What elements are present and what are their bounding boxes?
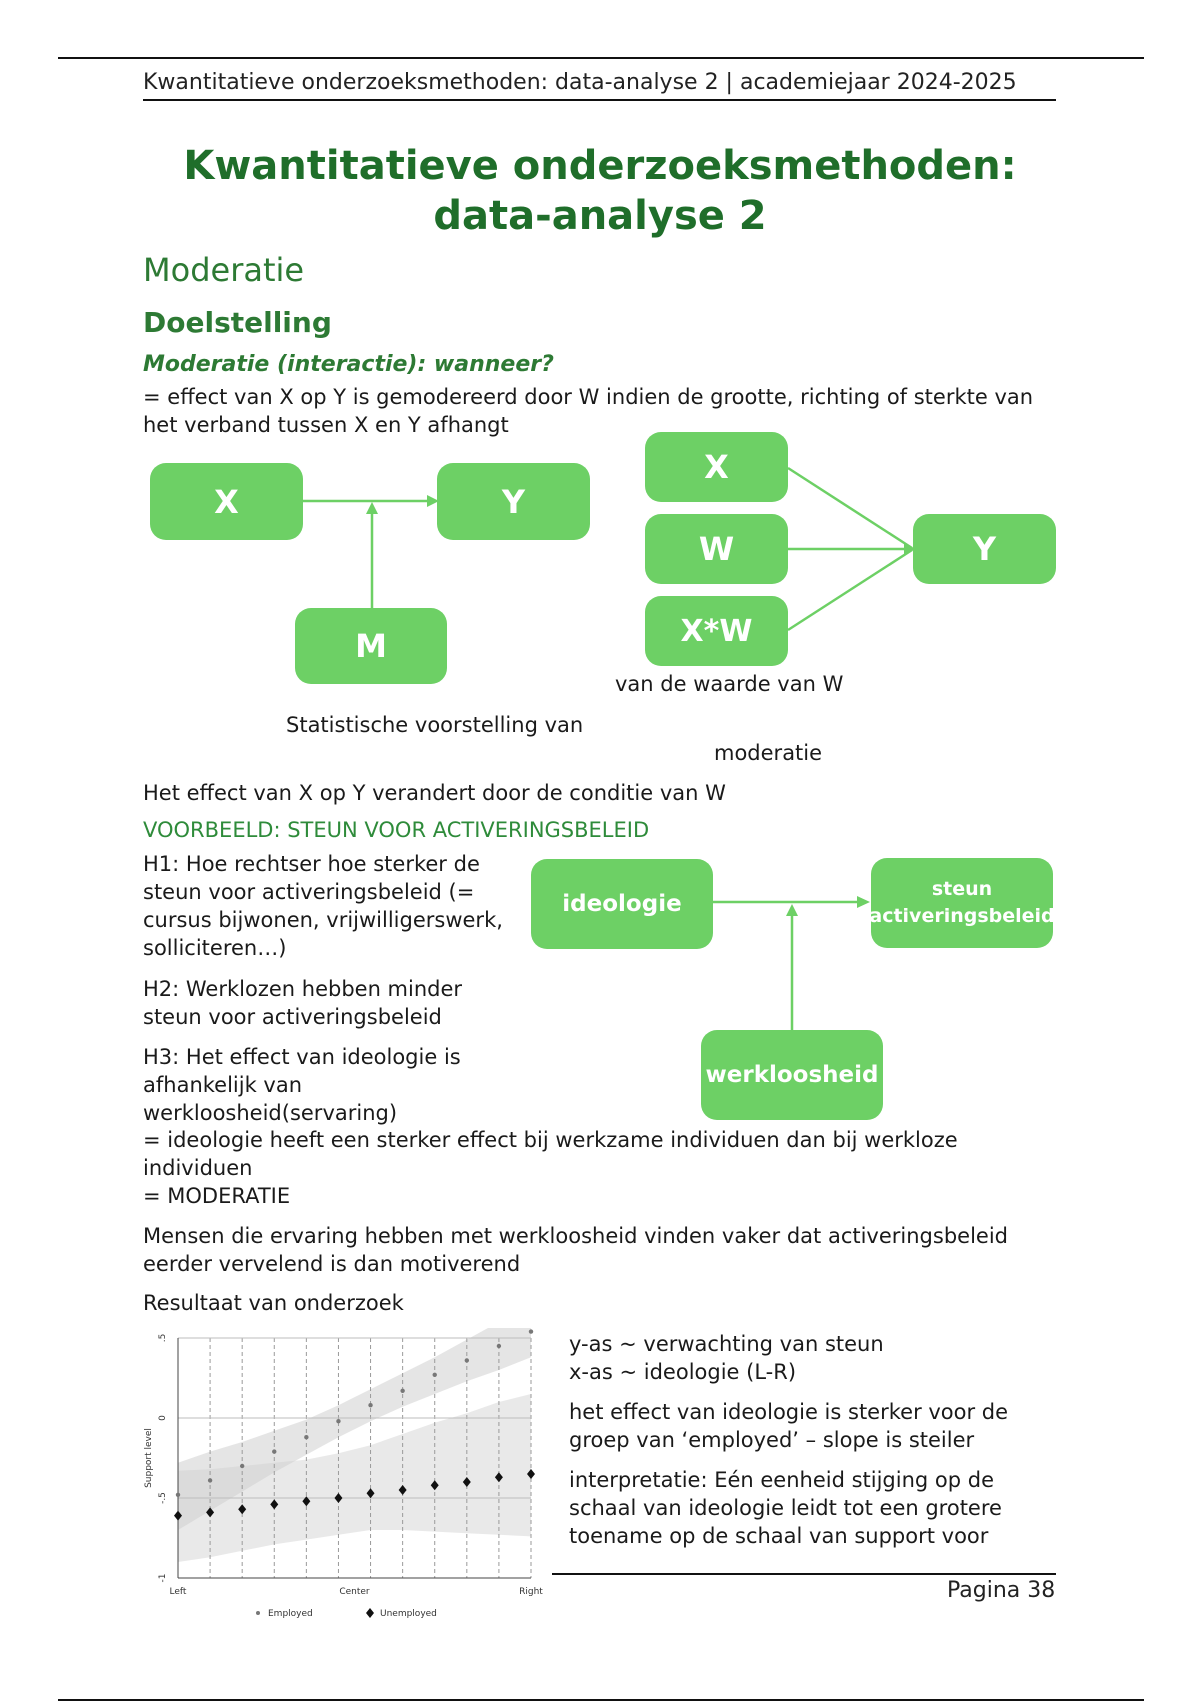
- box-w: W: [645, 514, 788, 584]
- box-y2: Y: [913, 514, 1056, 584]
- title-line-2: data-analyse 2: [433, 193, 767, 239]
- arrow-xw-to-y2: [788, 550, 912, 630]
- note-y-axis: y-as ~ verwachting van steun: [569, 1332, 884, 1356]
- footer-rule: [552, 1573, 1056, 1575]
- point-employed: [368, 1403, 372, 1407]
- point-employed: [433, 1373, 437, 1377]
- header-rule: [143, 99, 1056, 101]
- document-title: [100, 141, 1100, 241]
- point-employed: [336, 1419, 340, 1423]
- y-tick-label: -.5: [158, 1492, 168, 1504]
- result-heading: Resultaat van onderzoek: [143, 1291, 404, 1315]
- hypothesis-1: H1: Hoe rechtser hoe sterker de steun voor activeringsbeleid (= cursus bijwonen, vrijwilligerswerk, solliciteren…): [143, 852, 503, 960]
- arrowhead-path-2: [786, 904, 798, 916]
- box-y: Y: [437, 463, 590, 540]
- box-werkloosheid: werkloosheid: [701, 1030, 883, 1120]
- subsection-heading: Doelstelling: [143, 306, 332, 339]
- section-heading: Moderatie: [143, 251, 305, 289]
- hypothesis-2: H2: Werklozen hebben minder steun voor activeringsbeleid: [143, 977, 463, 1029]
- legend-label-unemployed: Unemployed: [380, 1609, 437, 1619]
- note-slope: het effect van ideologie is sterker voor de groep van ‘employed’ – slope is steiler: [569, 1400, 1009, 1452]
- box-x2: X: [645, 432, 788, 502]
- notes-block: [569, 1330, 1059, 1550]
- consequence-text: = ideologie heeft een sterker effect bij werkzame individuen dan bij werkloze individuen: [143, 1128, 958, 1180]
- effect-text: Het effect van X op Y verandert door de conditie van W: [143, 781, 726, 805]
- note-x-axis: x-as ~ ideologie (L-R): [569, 1360, 797, 1384]
- page-number: Pagina 38: [947, 1578, 1056, 1603]
- moderation-results-chart: [143, 1328, 553, 1648]
- running-header: Kwantitatieve onderzoeksmethoden: data-analyse 2 | academiejaar 2024-2025: [143, 70, 1017, 95]
- y-tick-label: -1: [158, 1573, 168, 1583]
- x-tick-label: Left: [169, 1587, 187, 1597]
- box-ideologie: ideologie: [531, 859, 713, 949]
- hypothesis-3: H3: Het effect van ideologie is afhankelijk van werkloosheid(servaring): [143, 1045, 461, 1125]
- top-border-rule: [58, 57, 1144, 59]
- caption-right: van de waarde van W: [615, 672, 844, 696]
- title-line-1: Kwantitatieve onderzoeksmethoden:: [183, 143, 1017, 189]
- question-heading: Moderatie (interactie): wanneer?: [143, 352, 554, 377]
- moderatie-label: = MODERATIE: [143, 1184, 291, 1208]
- arrowhead-steun: [857, 896, 870, 908]
- point-employed: [304, 1435, 308, 1439]
- point-employed: [465, 1358, 469, 1362]
- box-x: X: [150, 463, 303, 540]
- arrow-x-to-y2: [788, 468, 912, 548]
- box-xw: X*W: [645, 596, 788, 666]
- point-employed: [272, 1449, 276, 1453]
- x-tick-label: Right: [519, 1587, 543, 1597]
- x-tick-label: Center: [339, 1587, 370, 1597]
- caption-moderatie: moderatie: [714, 741, 823, 765]
- legend-label-employed: Employed: [268, 1609, 313, 1619]
- point-employed: [400, 1389, 404, 1393]
- example-heading: VOORBEELD: STEUN VOOR ACTIVERINGSBELEID: [143, 818, 650, 842]
- point-employed: [240, 1464, 244, 1468]
- y-tick-label: 0: [158, 1415, 168, 1421]
- people-text: Mensen die ervaring hebben met werkloosheid vinden vaker dat activeringsbeleid eerder vervelend is dan motiverend: [143, 1224, 1008, 1276]
- point-employed: [529, 1329, 533, 1333]
- y-tick-label: .5: [158, 1333, 168, 1343]
- point-employed: [176, 1493, 180, 1497]
- caption-left: Statistische voorstelling van: [286, 713, 584, 737]
- point-employed: [497, 1344, 501, 1348]
- point-employed: [208, 1478, 212, 1482]
- legend-marker-employed: [256, 1611, 260, 1615]
- box-steun-activeringsbeleid: steun activeringsbeleid: [871, 858, 1053, 948]
- definition-text: = effect van X op Y is gemodereerd door W indien de grootte, richting of sterkte van het verband tussen X en Y afhangt: [143, 385, 1034, 437]
- y-axis-title: Support level: [144, 1428, 154, 1488]
- box-m: M: [295, 608, 447, 684]
- note-interpretation: interpretatie: Eén eenheid stijging op de schaal van ideologie leidt tot een grotere toename op de schaal van support voor: [569, 1468, 1002, 1548]
- arrowhead-path: [366, 502, 378, 514]
